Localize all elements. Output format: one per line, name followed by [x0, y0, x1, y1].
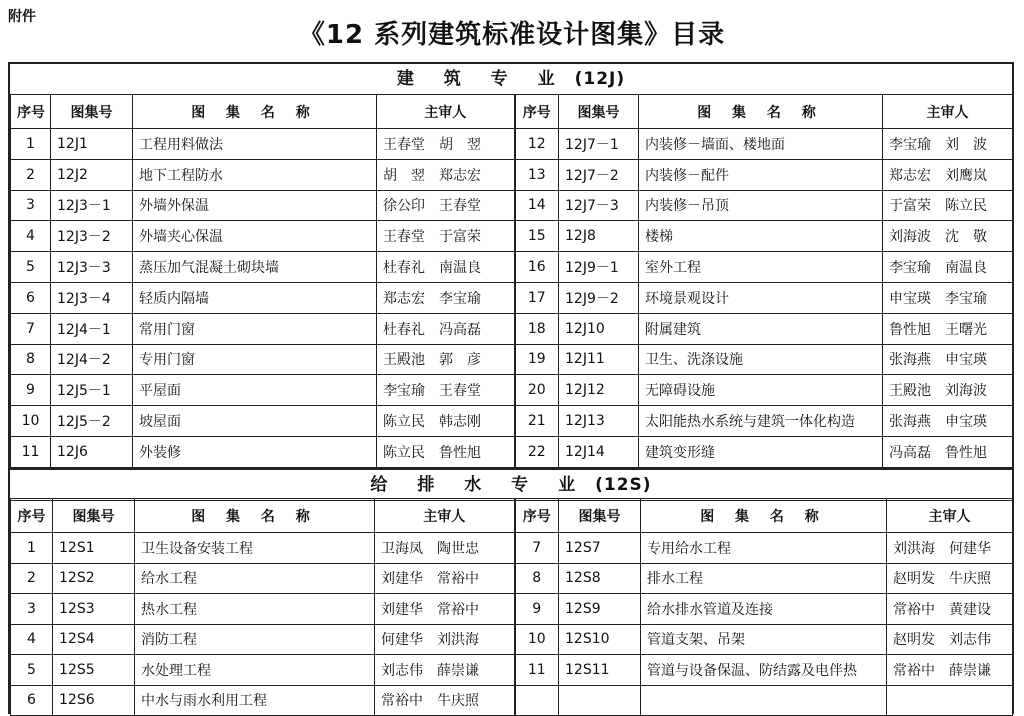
table-row — [11, 624, 1013, 655]
cell-seq: 5 — [11, 252, 51, 283]
cell-seq: 1 — [11, 129, 51, 160]
cell-reviewer: 赵明发 牛庆照 — [887, 563, 1013, 594]
table-row — [11, 190, 1013, 221]
cell-reviewer: 郑志宏 刘鹰岚 — [883, 159, 1013, 190]
cell-code: 12J5－1 — [51, 375, 133, 406]
cell-code: 12S5 — [53, 655, 135, 686]
table-row — [11, 313, 1013, 344]
cell-seq: 21 — [515, 406, 559, 437]
header-seq: 序号 — [515, 95, 559, 129]
cell-seq: 5 — [11, 655, 53, 686]
cell-seq: 4 — [11, 221, 51, 252]
cell-seq: 11 — [515, 655, 559, 686]
cell-reviewer: 鲁性旭 王曙光 — [883, 313, 1013, 344]
cell-seq: 19 — [515, 344, 559, 375]
table-row — [11, 129, 1013, 160]
section-code: (12S) — [595, 475, 652, 495]
cell-reviewer: 陈立民 鲁性旭 — [377, 436, 515, 467]
cell-seq: 6 — [11, 282, 51, 313]
cell-code: 12J3－2 — [51, 221, 133, 252]
cell-name: 环境景观设计 — [639, 282, 883, 313]
table-row — [11, 282, 1013, 313]
cell-reviewer: 卫海凤 陶世忠 — [375, 533, 515, 564]
cell-code: 12J10 — [559, 313, 639, 344]
cell-reviewer: 徐公印 王春堂 — [377, 190, 515, 221]
cell-code: 12S8 — [559, 563, 641, 594]
cell-seq: 8 — [11, 344, 51, 375]
cell-seq: 13 — [515, 159, 559, 190]
cell-reviewer: 赵明发 刘志伟 — [887, 624, 1013, 655]
cell-reviewer: 李宝瑜 王春堂 — [377, 375, 515, 406]
cell-name: 楼梯 — [639, 221, 883, 252]
cell-code: 12J9－1 — [559, 252, 639, 283]
cell-code: 12S3 — [53, 594, 135, 625]
cell-code: 12S1 — [53, 533, 135, 564]
cell-reviewer: 王殿池 郭 彦 — [377, 344, 515, 375]
cell-code: 12J7－1 — [559, 129, 639, 160]
table-row — [11, 406, 1013, 437]
section-header-plumbing — [10, 468, 1012, 501]
cell-name: 常用门窗 — [133, 313, 377, 344]
header-seq: 序号 — [11, 499, 53, 533]
cell-reviewer: 李宝瑜 南温良 — [883, 252, 1013, 283]
attachment-label: 附件 — [8, 9, 36, 25]
cell-seq: 11 — [11, 436, 51, 467]
cell-seq: 2 — [11, 159, 51, 190]
table-header-row — [11, 95, 1013, 129]
cell-code: 12J3－1 — [51, 190, 133, 221]
cell-seq: 7 — [11, 313, 51, 344]
cell-name: 地下工程防水 — [133, 159, 377, 190]
table-row — [11, 344, 1013, 375]
cell-code: 12J8 — [559, 221, 639, 252]
cell-name: 卫生、洗涤设施 — [639, 344, 883, 375]
cell-reviewer: 常裕中 黄建设 — [887, 594, 1013, 625]
cell-reviewer: 刘志伟 薛崇谦 — [375, 655, 515, 686]
table-row — [11, 594, 1013, 625]
cell-code: 12J3－3 — [51, 252, 133, 283]
cell-name: 坡屋面 — [133, 406, 377, 437]
cell-name: 室外工程 — [639, 252, 883, 283]
cell-seq: 12 — [515, 129, 559, 160]
page-title: 《12 系列建筑标准设计图集》目录 — [298, 20, 726, 50]
cell-reviewer: 王春堂 于富荣 — [377, 221, 515, 252]
cell-name: 管道与设备保温、防结露及电伴热 — [641, 655, 887, 686]
cell-seq: 10 — [515, 624, 559, 655]
header-code: 图集号 — [559, 499, 641, 533]
cell-name: 附属建筑 — [639, 313, 883, 344]
cell-name: 管道支架、吊架 — [641, 624, 887, 655]
cell-name: 工程用料做法 — [133, 129, 377, 160]
catalog-frame — [8, 62, 1014, 714]
cell-seq: 8 — [515, 563, 559, 594]
cell-name: 水处理工程 — [135, 655, 375, 686]
cell-seq: 18 — [515, 313, 559, 344]
cell-name: 专用门窗 — [133, 344, 377, 375]
cell-reviewer: 申宝瑛 李宝瑜 — [883, 282, 1013, 313]
cell-code: 12J13 — [559, 406, 639, 437]
cell-name: 专用给水工程 — [641, 533, 887, 564]
cell-reviewer: 刘建华 常裕中 — [375, 563, 515, 594]
section-code: (12J) — [574, 69, 626, 89]
cell-code — [559, 685, 641, 716]
cell-seq: 16 — [515, 252, 559, 283]
table-row — [11, 252, 1013, 283]
cell-code: 12S6 — [53, 685, 135, 716]
cell-seq: 3 — [11, 190, 51, 221]
cell-reviewer: 李宝瑜 刘 波 — [883, 129, 1013, 160]
cell-seq: 9 — [11, 375, 51, 406]
cell-reviewer: 刘海波 沈 敬 — [883, 221, 1013, 252]
cell-code: 12J7－2 — [559, 159, 639, 190]
cell-code: 12J7－3 — [559, 190, 639, 221]
header-seq: 序号 — [515, 499, 559, 533]
cell-reviewer: 王春堂 胡 翌 — [377, 129, 515, 160]
cell-seq: 3 — [11, 594, 53, 625]
header-code: 图集号 — [559, 95, 639, 129]
cell-reviewer: 刘洪海 何建华 — [887, 533, 1013, 564]
cell-seq: 7 — [515, 533, 559, 564]
cell-seq: 2 — [11, 563, 53, 594]
cell-reviewer: 张海燕 申宝瑛 — [883, 406, 1013, 437]
table-row — [11, 436, 1013, 467]
cell-name: 太阳能热水系统与建筑一体化构造 — [639, 406, 883, 437]
cell-code: 12J5－2 — [51, 406, 133, 437]
cell-name: 无障碍设施 — [639, 375, 883, 406]
cell-name: 外装修 — [133, 436, 377, 467]
cell-seq: 22 — [515, 436, 559, 467]
header-name: 图 集 名 称 — [639, 95, 883, 129]
cell-code: 12J4－1 — [51, 313, 133, 344]
cell-code: 12J6 — [51, 436, 133, 467]
header-reviewer: 主审人 — [887, 499, 1013, 533]
section-name: 给 排 水 专 业 — [370, 475, 588, 495]
header-reviewer: 主审人 — [883, 95, 1013, 129]
table-row — [11, 685, 1013, 716]
cell-name: 内装修－墙面、楼地面 — [639, 129, 883, 160]
cell-reviewer: 张海燕 申宝瑛 — [883, 344, 1013, 375]
table-row — [11, 375, 1013, 406]
cell-name: 内装修－吊顶 — [639, 190, 883, 221]
cell-reviewer: 胡 翌 郑志宏 — [377, 159, 515, 190]
cell-code: 12S9 — [559, 594, 641, 625]
table-row — [11, 221, 1013, 252]
cell-reviewer: 杜春礼 南温良 — [377, 252, 515, 283]
cell-name: 卫生设备安装工程 — [135, 533, 375, 564]
cell-name: 轻质内隔墙 — [133, 282, 377, 313]
header-reviewer: 主审人 — [375, 499, 515, 533]
architecture-table — [10, 94, 1013, 468]
cell-reviewer: 陈立民 韩志刚 — [377, 406, 515, 437]
header-name: 图 集 名 称 — [641, 499, 887, 533]
cell-seq: 10 — [11, 406, 51, 437]
cell-code: 12J4－2 — [51, 344, 133, 375]
section-name: 建 筑 专 业 — [396, 69, 567, 89]
table-header-row — [11, 499, 1013, 533]
header-reviewer: 主审人 — [377, 95, 515, 129]
cell-code: 12S10 — [559, 624, 641, 655]
cell-seq: 17 — [515, 282, 559, 313]
cell-code: 12S2 — [53, 563, 135, 594]
cell-name: 中水与雨水利用工程 — [135, 685, 375, 716]
cell-code: 12S11 — [559, 655, 641, 686]
header-seq: 序号 — [11, 95, 51, 129]
cell-name: 给水排水管道及连接 — [641, 594, 887, 625]
header-name: 图 集 名 称 — [135, 499, 375, 533]
section-header-architecture — [10, 64, 1012, 95]
table-row — [11, 159, 1013, 190]
cell-code: 12J12 — [559, 375, 639, 406]
cell-seq: 4 — [11, 624, 53, 655]
cell-seq: 1 — [11, 533, 53, 564]
cell-name: 外墙夹心保温 — [133, 221, 377, 252]
cell-reviewer: 冯高磊 鲁性旭 — [883, 436, 1013, 467]
cell-name: 外墙外保温 — [133, 190, 377, 221]
cell-name: 内装修－配件 — [639, 159, 883, 190]
cell-reviewer: 刘建华 常裕中 — [375, 594, 515, 625]
cell-reviewer: 杜春礼 冯高磊 — [377, 313, 515, 344]
cell-code: 12J14 — [559, 436, 639, 467]
cell-reviewer: 常裕中 薛崇谦 — [887, 655, 1013, 686]
table-row — [11, 533, 1013, 564]
cell-name: 排水工程 — [641, 563, 887, 594]
cell-seq — [515, 685, 559, 716]
cell-reviewer — [887, 685, 1013, 716]
cell-name: 消防工程 — [135, 624, 375, 655]
cell-reviewer: 常裕中 牛庆照 — [375, 685, 515, 716]
cell-seq: 15 — [515, 221, 559, 252]
cell-code: 12J1 — [51, 129, 133, 160]
cell-code: 12S4 — [53, 624, 135, 655]
cell-reviewer: 王殿池 刘海波 — [883, 375, 1013, 406]
header-code: 图集号 — [51, 95, 133, 129]
cell-seq: 14 — [515, 190, 559, 221]
cell-reviewer: 于富荣 陈立民 — [883, 190, 1013, 221]
header-code: 图集号 — [53, 499, 135, 533]
cell-name: 蒸压加气混凝土砌块墙 — [133, 252, 377, 283]
cell-code: 12J9－2 — [559, 282, 639, 313]
plumbing-table — [10, 498, 1013, 716]
cell-name: 给水工程 — [135, 563, 375, 594]
cell-seq: 6 — [11, 685, 53, 716]
cell-reviewer: 郑志宏 李宝瑜 — [377, 282, 515, 313]
cell-name: 热水工程 — [135, 594, 375, 625]
cell-code: 12S7 — [559, 533, 641, 564]
cell-reviewer: 何建华 刘洪海 — [375, 624, 515, 655]
cell-seq: 9 — [515, 594, 559, 625]
cell-code: 12J3－4 — [51, 282, 133, 313]
header-name: 图 集 名 称 — [133, 95, 377, 129]
cell-seq: 20 — [515, 375, 559, 406]
cell-name — [641, 685, 887, 716]
cell-code: 12J11 — [559, 344, 639, 375]
table-row — [11, 655, 1013, 686]
cell-name: 平屋面 — [133, 375, 377, 406]
cell-name: 建筑变形缝 — [639, 436, 883, 467]
table-row — [11, 563, 1013, 594]
cell-code: 12J2 — [51, 159, 133, 190]
